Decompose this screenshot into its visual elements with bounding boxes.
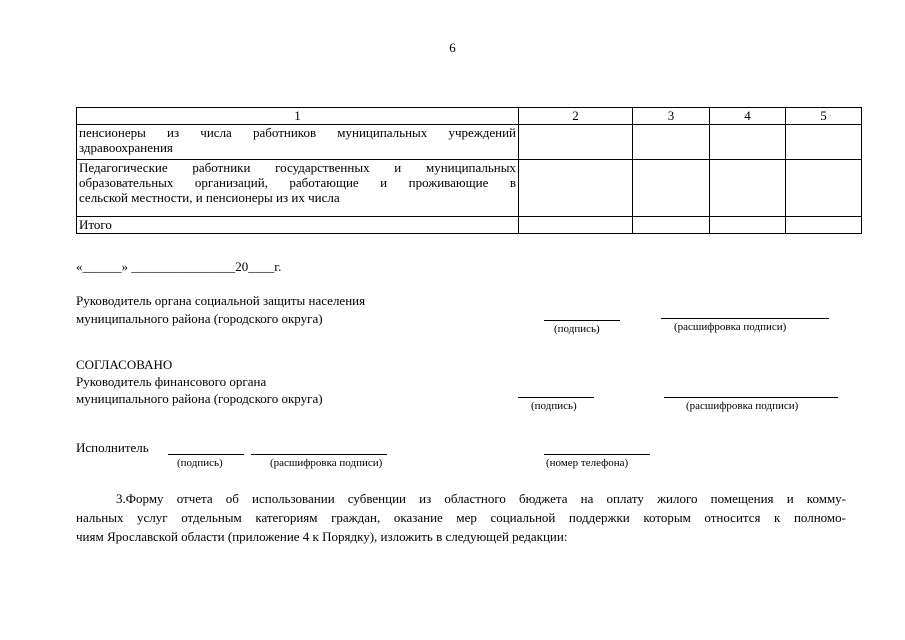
table-cell: [633, 125, 710, 160]
table-row-label: [77, 125, 519, 160]
executor-label: Исполнитель: [76, 440, 149, 455]
table-row: [77, 217, 862, 234]
table-row-label-line: Педагогические работники государственных и муниципальных: [79, 160, 516, 175]
agreed-title-line2: муниципального района (городского округа): [76, 391, 323, 406]
table-header-cell: 4: [710, 108, 786, 125]
table-row: [77, 125, 862, 160]
table-cell: [519, 160, 633, 217]
table-cell: [786, 217, 862, 234]
table-header-cell: 3: [633, 108, 710, 125]
head-social-decoding-line: [661, 318, 829, 319]
agreed-signature-caption: (подпись): [531, 400, 577, 412]
table-cell: [710, 217, 786, 234]
executor-signature-line: [168, 454, 244, 455]
head-social-title-line1: Руководитель органа социальной защиты населения: [76, 293, 366, 308]
table-cell: [710, 125, 786, 160]
head-social-title-line2: муниципального района (городского округа): [76, 311, 323, 326]
head-social-signature-caption: (подпись): [554, 323, 600, 335]
table-cell: [519, 125, 633, 160]
page-number: 6: [449, 40, 456, 55]
executor-decoding-line: [251, 454, 387, 455]
table-row-label-line: образовательных организаций, работающие и проживающие в: [79, 175, 516, 190]
agreed-decoding-caption: (расшифровка подписи): [686, 400, 799, 412]
agreed-title-line1: Руководитель финансового органа: [76, 374, 267, 389]
table-cell: [633, 160, 710, 217]
executor-signature-caption: (подпись): [177, 457, 223, 469]
amendment-paragraph: [76, 489, 846, 546]
agreed-title: СОГЛАСОВАНО: [76, 357, 173, 372]
paragraph-line: чиям Ярославской области (приложение 4 к Порядку), изложить в следующей редакции:: [76, 529, 568, 544]
table-cell: [633, 217, 710, 234]
table-row: [77, 160, 862, 217]
table-cell: [519, 217, 633, 234]
executor-phone-caption: (номер телефона): [546, 457, 629, 469]
table-cell: [786, 125, 862, 160]
table-header-row: [77, 108, 862, 125]
table-row-label: [77, 160, 519, 217]
table-cell: [710, 160, 786, 217]
paragraph-line: 3.Форму отчета об использовании субвенции из областного бюджета на оплату жилого помещения и комму-: [116, 491, 846, 506]
executor-decoding-caption: (расшифровка подписи): [270, 457, 383, 469]
table-row-label: [77, 217, 519, 234]
table-header-cell: 5: [786, 108, 862, 125]
table-row-label-line: Итого: [79, 217, 112, 232]
executor-phone-line: [544, 454, 650, 455]
agreed-signature-line: [518, 397, 594, 398]
date-line: «______» ________________20____г.: [76, 259, 282, 274]
head-social-decoding-caption: (расшифровка подписи): [674, 321, 787, 333]
table-cell: [786, 160, 862, 217]
table-row-label-line: здравоохранения: [79, 140, 173, 155]
agreed-decoding-line: [664, 397, 838, 398]
table-row-label-line: пенсионеры из числа работников муниципальных учреждений: [79, 125, 516, 140]
paragraph-line: нальных услуг отдельным категориям граждан, оказание мер социальной поддержки которым относится к полномо-: [76, 510, 846, 525]
table-header-cell: 2: [519, 108, 633, 125]
data-table: [76, 107, 862, 234]
table-header-cell: 1: [77, 108, 519, 125]
head-social-signature-line: [544, 320, 620, 321]
table-row-label-line: сельской местности, и пенсионеры из их числа: [79, 190, 340, 205]
